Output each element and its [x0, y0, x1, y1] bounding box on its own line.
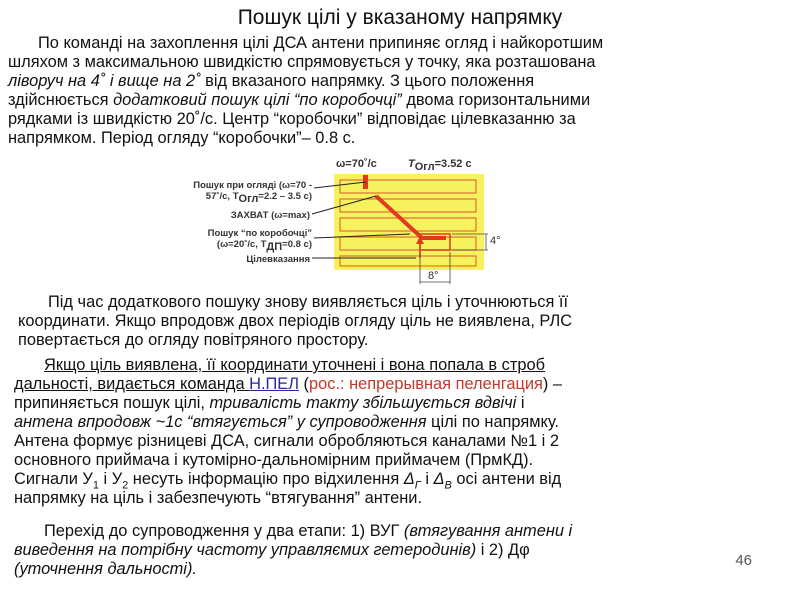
period-top-label: $T_{Огл}=3.52$ с — [408, 158, 472, 174]
para4-line2-italic: виведення на потрібну частоту управляємих гетеродинів) — [14, 541, 477, 559]
para3-line4-b: цілі по напрямку. — [426, 413, 559, 431]
para3-line1: Якщо ціль виявлена, її координати уточнені і вона попала в строб — [44, 356, 546, 374]
para1-line5: рядками із швидкістю 20˚/с. Центр “коробочки” відповідає цілевказанню за — [8, 110, 576, 128]
label-scan-search: Пошук при огляді (ω=70 - 57˚/с, $T_{Огл}=2.2 - 3.5$ с) — [193, 180, 312, 205]
para3-russian-note: рос.: непрерывная пеленгация — [309, 375, 543, 393]
para2-line2: координати. Якщо впродовж двох періодів огляду ціль не виявлена, РЛС — [18, 312, 573, 330]
paragraph-1 — [8, 34, 798, 148]
diagram-graphic — [150, 158, 520, 288]
para3-line3-italic: тривалість такту збільшується вдвічі — [209, 394, 517, 412]
paragraph-2 — [18, 293, 800, 350]
para4-line1-italic: (втягування антени і — [403, 522, 573, 540]
dim-vertical-label: 4° — [490, 235, 501, 247]
label-capture: ЗАХВАТ (ω=max) — [230, 210, 310, 221]
para4-line3-italic: (уточнення дальності). — [14, 560, 197, 578]
omega-top-label: ω=70˚/с — [336, 158, 377, 170]
para3-line6: основного приймача і кутомірно-дальномірним приймачем (ПрмКД). — [14, 451, 534, 469]
page-number: 46 — [735, 552, 752, 569]
para1-line6: напрямком. Період огляду “коробочки”– 0.8 с. — [8, 129, 356, 147]
para2-line3: повертається до огляду повітряного простору. — [18, 331, 369, 349]
para3-line5: Антена формує різницеві ДСА, сигнали обробляються каналами №1 і 2 — [14, 432, 559, 450]
search-diagram — [150, 158, 520, 288]
para1-line4-a: здійснюється — [8, 91, 114, 109]
para3-command: Н.ПЕЛ — [249, 375, 299, 393]
para4-line2-b: і 2) Дφ — [476, 541, 530, 559]
para1-line1: По команді на захоплення цілі ДСА антени припиняє огляд і найкоротшим — [38, 34, 604, 52]
para1-line4-italic: додатковий пошук цілі “по коробочці” — [113, 91, 402, 109]
para1-line3-rest: від вказаного напрямку. З цього положення — [200, 72, 535, 90]
para3-line3-a: припиняється пошук цілі, — [14, 394, 210, 412]
paragraph-3: Якщо ціль виявлена, її координати уточнені і вона попала в строб дальності, видається команда Н.ПЕЛ (рос.: непрерывная пеленгация) – припиняється пошук цілі, тривалість такту збільшується вдвічі і антена впродовж ~1с “втягується” у супроводження цілі по напрямку. Антена формує різницеві ДСА, сигнали обробляються каналами №1 і 2 основного приймача і кутомірно-дальномірним приймачем (ПрмКД). Сигнали $У_1$ і $У_2$ несуть інформацію про відхилення $\Delta_Г$ і $\Delta_В$ осі антени від напрямку на ціль і забезпечують “втягування” антени. — [14, 356, 563, 507]
label-target-designation: Цілевказання — [246, 254, 310, 265]
dim-horizontal-label: 8° — [428, 270, 439, 282]
para3-line4-italic: антена впродовж ~1с “втягується” у супроводження — [14, 413, 427, 431]
para3-line2-a: дальності, видається команда — [14, 375, 250, 393]
para4-line1-a: Перехід до супроводження у два етапи: 1) ВУГ — [44, 522, 404, 540]
para2-line1: Під час додаткового пошуку знову виявляється ціль і уточнюються її — [48, 293, 569, 311]
para1-line2: шляхом з максимальною швидкістю спрямовується у точку, яка розташована — [8, 53, 596, 71]
para1-line4-b: двома горизонтальними — [401, 91, 591, 109]
slide-title: Пошук цілі у вказаному напрямку — [237, 6, 563, 29]
para1-line3-italic: ліворуч на 4˚ і вище на 2˚ — [8, 72, 201, 90]
para3-line8: напрямку на ціль і забезпечують “втягування” антени. — [14, 489, 423, 507]
paragraph-4 — [14, 522, 800, 579]
label-box-search: Пошук “по коробочці” (ω=20˚/с, $T_{ДП}=0.8$ с) — [207, 228, 312, 253]
